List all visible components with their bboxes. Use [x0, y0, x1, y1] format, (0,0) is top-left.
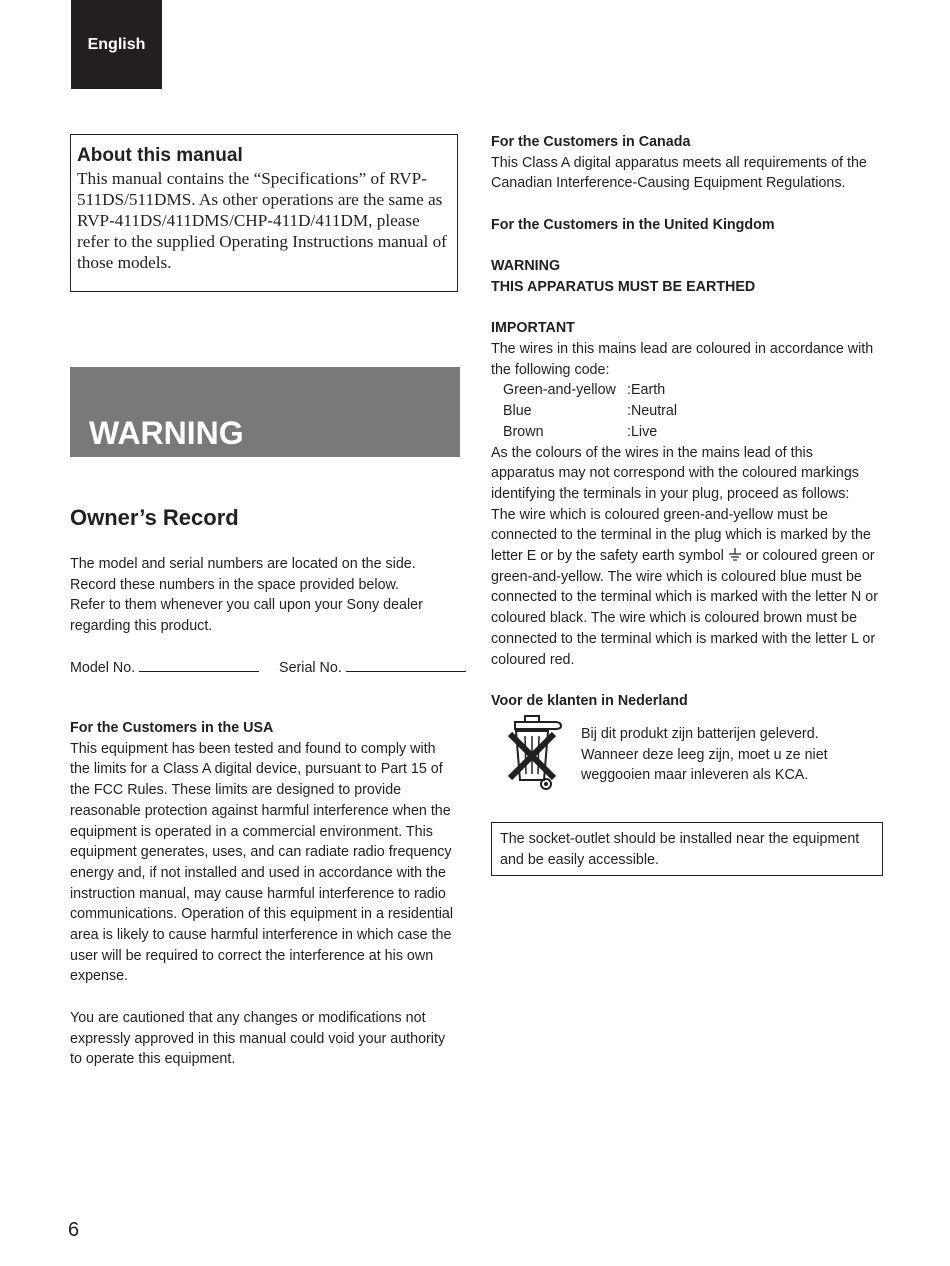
- usa-caution-line: You are cautioned that any changes or modifications not: [70, 1009, 426, 1026]
- uk-earthed-warning: THIS APPARATUS MUST BE EARTHED: [491, 278, 756, 295]
- usa-line: the limits for a Class A digital device, pursuant to Part 15 of: [70, 761, 443, 778]
- uk-line: connected to the terminal which is marked with the letter L or: [491, 630, 876, 647]
- usa-line: communications. Operation of this equipment in a residential: [70, 906, 454, 923]
- uk-line: coloured red.: [491, 651, 575, 668]
- wire-meaning: :Neutral: [627, 403, 678, 420]
- socket-outlet-notice: The socket-outlet should be installed near the equipment and be easily accessible.: [491, 822, 883, 876]
- owners-record-line: Record these numbers in the space provided below.: [70, 576, 400, 593]
- wire-meaning: :Earth: [627, 382, 666, 399]
- usa-section: [70, 718, 462, 1070]
- canada-line: Canadian Interference-Causing Equipment Regulations.: [491, 175, 846, 192]
- crossed-out-bin-icon: [501, 714, 563, 792]
- usa-line: the FCC Rules. These limits are designed to provide: [70, 782, 402, 799]
- model-number-field[interactable]: [139, 657, 259, 672]
- uk-heading: For the Customers in the United Kingdom: [491, 216, 775, 233]
- serial-label: Serial No.: [279, 660, 342, 676]
- canada-heading: For the Customers in Canada: [491, 134, 691, 150]
- uk-earth-text-before: letter E or by the safety earth symbol: [491, 548, 724, 565]
- wire-row: [503, 401, 677, 422]
- wire-color: Brown: [503, 423, 544, 440]
- owners-record-line: The model and serial numbers are located on the side.: [70, 556, 416, 572]
- about-manual-title: About this manual: [77, 145, 243, 166]
- usa-line: area is likely to cause harmful interference in which case the: [70, 927, 452, 944]
- uk-intro-line: the following code:: [491, 361, 610, 378]
- warning-banner-text: WARNING: [89, 415, 244, 451]
- earth-symbol-icon: [728, 548, 742, 562]
- wire-row: [503, 422, 677, 443]
- nl-text: [581, 724, 881, 786]
- uk-line: The wire which is coloured green-and-yellow must be: [491, 506, 828, 523]
- usa-line: instruction manual, may cause harmful interference to radio: [70, 885, 446, 902]
- usa-caution-line: expressly approved in this manual could void your authority: [70, 1030, 446, 1047]
- usa-line: equipment is operated in a commercial environment. This: [70, 823, 433, 840]
- canada-line: This Class A digital apparatus meets all requirements of the: [491, 154, 867, 171]
- usa-caution-line: to operate this equipment.: [70, 1051, 236, 1068]
- uk-line: identifying the terminals in your plug, proceed as follows:: [491, 485, 850, 502]
- uk-line: apparatus may not correspond with the coloured markings: [491, 465, 859, 482]
- uk-line: connected to the terminal in the plug which is marked by the: [491, 527, 871, 544]
- about-manual-box: [70, 134, 458, 292]
- about-manual-text: This manual contains the “Specifications” of RVP-511DS/511DMS. As other operations are the same as RVP-411DS/411DMS/CHP-411D/411DM, please refer to the supplied Operating Instructions manual of those models.: [77, 169, 447, 272]
- right-column: [491, 132, 886, 712]
- warning-banner: [70, 367, 460, 457]
- usa-line: user will be required to correct the interference at his own: [70, 947, 434, 964]
- uk-important: IMPORTANT: [491, 320, 575, 337]
- nl-line: weggooien maar inleveren als KCA.: [581, 767, 809, 784]
- uk-earth-line: [491, 546, 886, 567]
- nl-line: Wanneer deze leeg zijn, moet u ze niet: [581, 746, 828, 763]
- wire-code-table: [503, 380, 677, 442]
- wire-color: Blue: [503, 403, 532, 420]
- owners-record-text: [70, 554, 460, 637]
- wire-color: Green-and-yellow: [503, 382, 616, 399]
- serial-number-field[interactable]: [346, 657, 466, 672]
- uk-intro-line: The wires in this mains lead are coloured in accordance with: [491, 340, 874, 357]
- usa-line: expense.: [70, 968, 129, 985]
- nl-heading: Voor de klanten in Nederland: [491, 692, 688, 709]
- owners-record-line: regarding this product.: [70, 618, 213, 635]
- owners-record-line: Refer to them whenever you call upon your Sony dealer: [70, 597, 423, 614]
- record-fields: [70, 657, 462, 678]
- uk-warning: WARNING: [491, 258, 561, 275]
- usa-line: energy and, if not installed and used in accordance with the: [70, 864, 446, 881]
- nl-battery-notice: [491, 714, 886, 794]
- usa-line: This equipment has been tested and found to comply with: [70, 740, 436, 757]
- usa-heading: For the Customers in the USA: [70, 720, 274, 736]
- wire-row: [503, 380, 677, 401]
- uk-earth-text-after: or coloured green or: [745, 548, 875, 565]
- usa-line: equipment generates, uses, and can radiate radio frequency: [70, 844, 452, 861]
- owners-record-title: Owner’s Record: [70, 505, 239, 530]
- uk-line: coloured black. The wire which is coloured brown must be: [491, 610, 858, 627]
- model-label: Model No.: [70, 660, 136, 676]
- page-number: 6: [68, 1219, 80, 1241]
- uk-line: As the colours of the wires in the mains lead of this: [491, 444, 813, 461]
- uk-line: green-and-yellow. The wire which is coloured blue must be: [491, 568, 862, 585]
- usa-line: reasonable protection against harmful interference when the: [70, 802, 451, 819]
- language-tab: English: [71, 0, 162, 89]
- wire-meaning: :Live: [627, 423, 658, 440]
- nl-line: Bij dit produkt zijn batterijen geleverd.: [581, 726, 819, 742]
- uk-line: connected to the terminal which is marked with the letter N or: [491, 589, 878, 606]
